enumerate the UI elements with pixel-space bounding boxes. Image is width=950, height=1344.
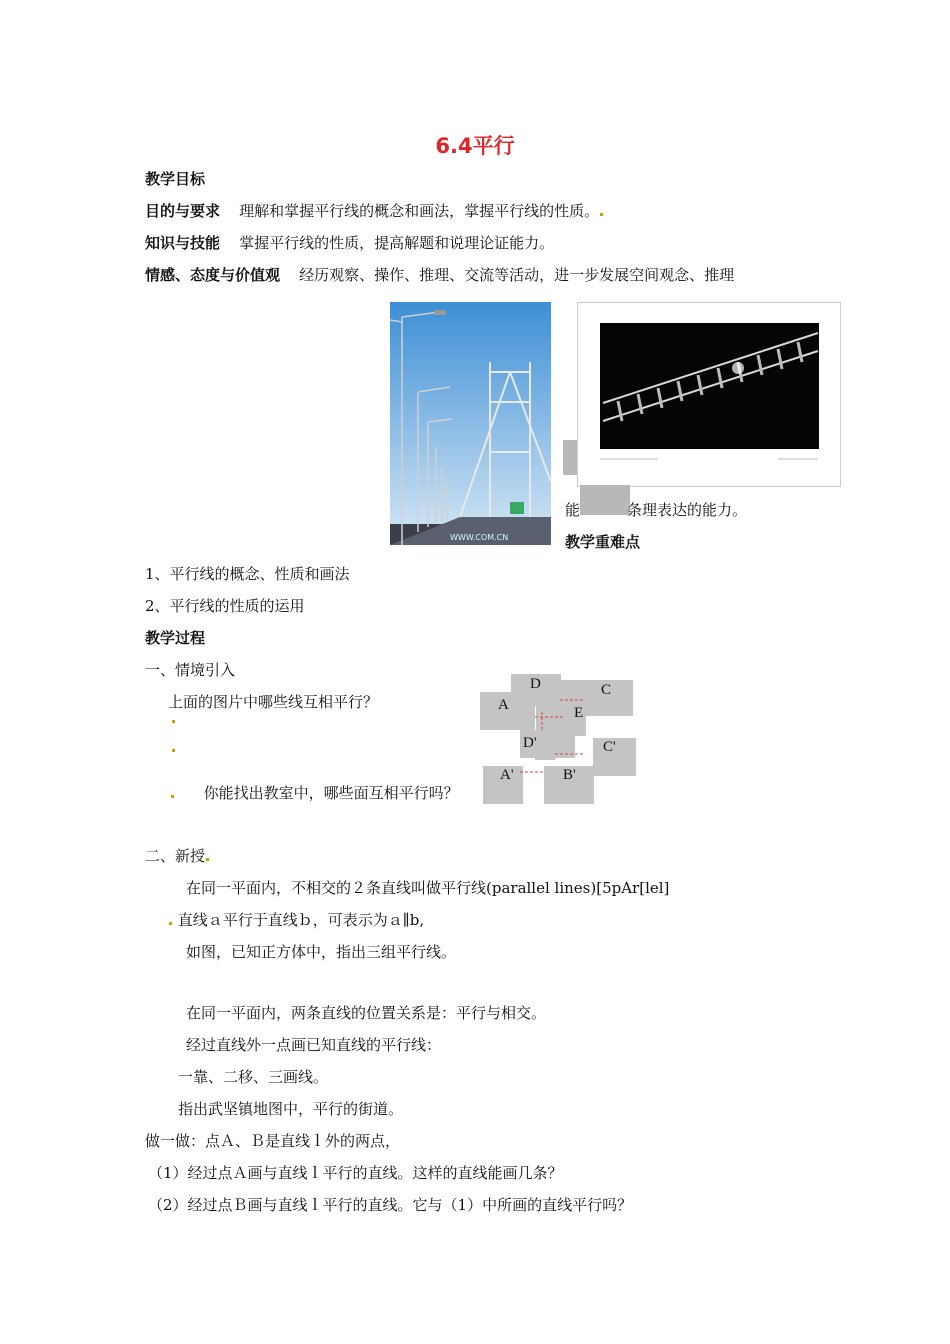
gray-overlay — [563, 440, 577, 475]
section-2-heading: 二、新授 — [145, 847, 206, 865]
try-question-2: （2）经过点Ｂ画与直线ｌ平行的直线。它与（1）中所画的直线平行吗？ — [148, 1196, 633, 1214]
skills-text: 掌握平行线的性质，提高解题和说理论证能力。 — [239, 234, 555, 252]
section-1-heading: 一、情境引入 — [145, 661, 236, 679]
draw-intro: 经过直线外一点画已知直线的平行线： — [186, 1036, 442, 1054]
section-2-line — [145, 845, 210, 866]
cube-task: 如图，已知正方体中，指出三组平行线。 — [186, 943, 457, 961]
values-line — [145, 264, 734, 285]
question-2: 你能找出教室中，哪些面互相平行吗？ — [203, 784, 459, 802]
bridge-photo — [390, 302, 551, 545]
mark-dot — [206, 858, 209, 861]
mark-dot — [172, 749, 175, 752]
cube-label-a: A — [498, 697, 509, 713]
map-task: 指出武坚镇地图中，平行的街道。 — [178, 1100, 404, 1118]
page-title: 6.4平行 — [435, 134, 515, 158]
draw-steps: 一靠、二移、三画线。 — [178, 1068, 329, 1086]
cube-label-d: D — [530, 676, 541, 692]
key-point-2: 2、平行线的性质的运用 — [145, 597, 305, 615]
cube-label-e: E — [574, 705, 584, 721]
cube-label-c: C — [601, 682, 612, 698]
cube-label-b-prime: B' — [563, 767, 576, 783]
skills-label: 知识与技能 — [145, 234, 221, 252]
values-text-cont — [565, 499, 747, 520]
goals-text: 理解和掌握平行线的概念和画法，掌握平行线的性质。 — [239, 202, 600, 220]
cube-dashed-lines — [480, 672, 640, 807]
goals-label: 目的与要求 — [145, 202, 221, 220]
values-label: 情感、态度与价值观 — [145, 266, 281, 284]
key-point-1: 1、平行线的概念、性质和画法 — [145, 565, 350, 583]
objectives-heading: 教学目标 — [145, 170, 206, 188]
values-text: 经历观察、操作、推理、交流等活动，进一步发展空间观念、推理 — [299, 266, 735, 284]
question-1: 上面的图片中哪些线互相平行？ — [168, 693, 379, 711]
cube-figure — [480, 672, 640, 807]
mark-dot — [600, 213, 603, 216]
mark-dot — [171, 795, 174, 798]
goals-line — [145, 200, 604, 221]
bridge-watermark: WWW.COM.CN — [450, 533, 509, 542]
values-text-cont-a: 能 — [565, 501, 581, 519]
notation-line — [168, 909, 424, 930]
cube-label-a-prime: A' — [500, 767, 514, 783]
try-it: 做一做：点Ａ、Ｂ是直线ｌ外的两点， — [145, 1132, 401, 1150]
relation: 在同一平面内，两条直线的位置关系是：平行与相交。 — [186, 1004, 547, 1022]
skills-line — [145, 232, 554, 253]
cube-label-c-prime: C' — [603, 739, 616, 755]
cube-label-d-prime: D' — [523, 735, 537, 751]
values-text-cont-b: 条理表达的能力。 — [627, 501, 748, 519]
railroad-photo — [577, 302, 841, 487]
question-2-line — [170, 782, 459, 803]
process-heading: 教学过程 — [145, 629, 206, 647]
mark-dot — [172, 720, 175, 723]
mark-dot — [169, 922, 172, 925]
notation: 直线ａ平行于直线ｂ，可表示为ａ∥b, — [177, 911, 425, 929]
try-question-1: （1）经过点Ａ画与直线ｌ平行的直线。这样的直线能画几条？ — [148, 1164, 563, 1182]
key-points-heading: 教学重难点 — [565, 533, 641, 551]
definition: 在同一平面内，不相交的２条直线叫做平行线(parallel lines)[5pAr[lel] — [186, 879, 670, 897]
